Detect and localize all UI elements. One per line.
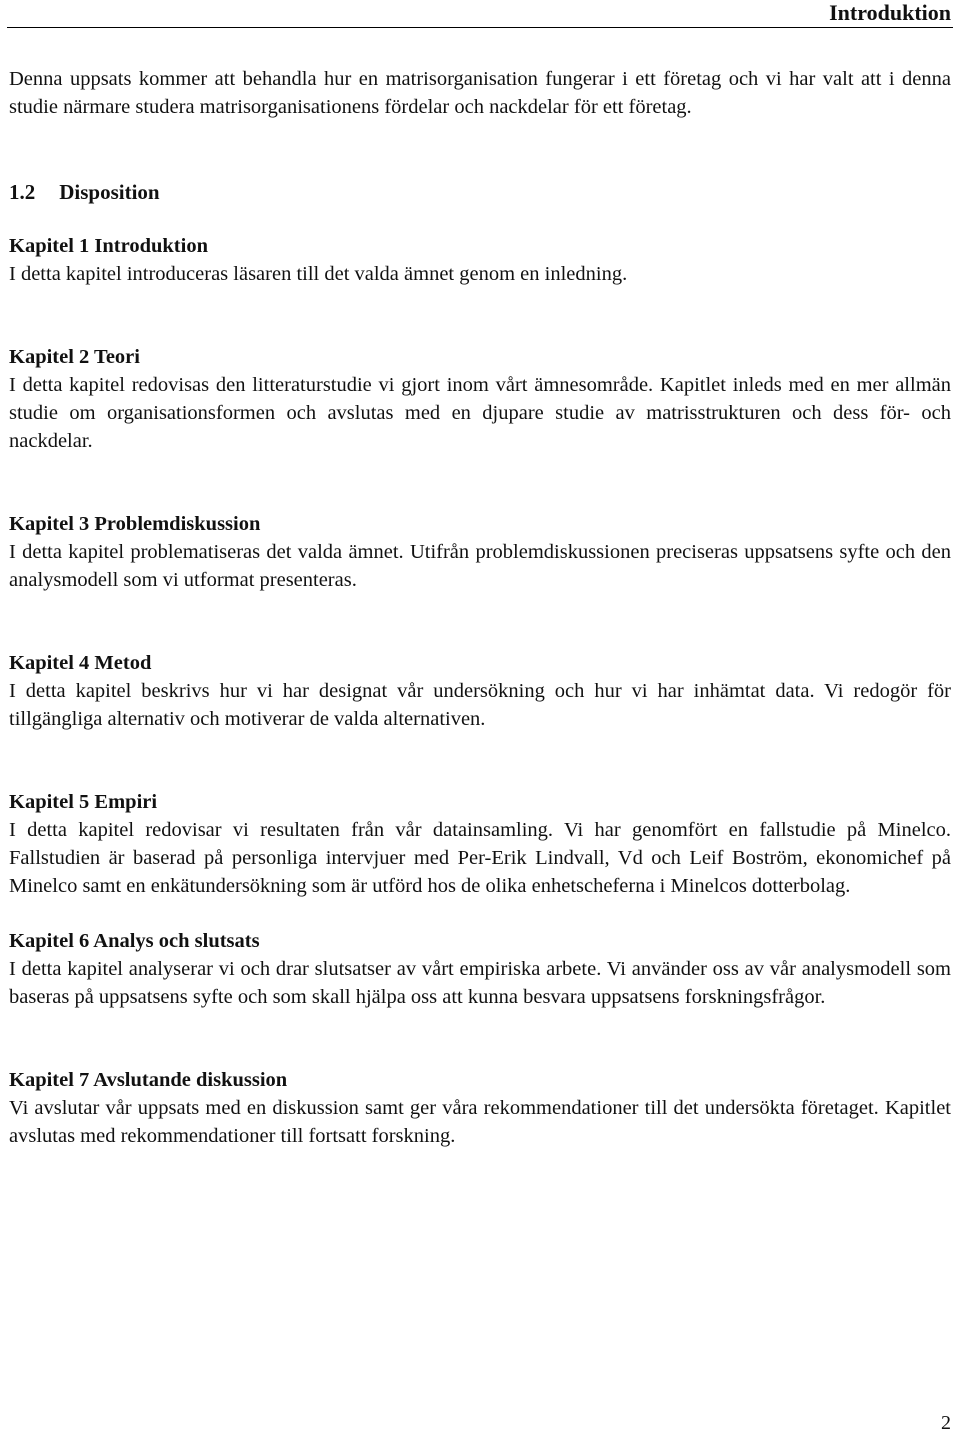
chapter-description: I detta kapitel redovisar vi resultaten från vår datainsamling. Vi har genomfört en fallstudie på Minelco. Fallstudien är baserad på personliga intervjuer med Per-Erik Lindvall, Vd och Leif Boström, ekonomichef på Minelco samt en enkätundersökning som är utförd hos de olika enhetscheferna i Minelcos dotterbolag. xyxy=(9,819,951,897)
chapter-description: I detta kapitel redovisas den litteraturstudie vi gjort inom vårt ämnesområde. Kapitlet inleds med en mer allmän studie om organisationsformen och avslutas med en djupare studie av matrisstrukturen och dess för- och nackdelar. xyxy=(9,374,951,452)
chapter-title: Kapitel 4 Metod xyxy=(9,652,152,674)
section-title: Disposition xyxy=(59,180,160,204)
chapter-description: I detta kapitel introduceras läsaren till det valda ämnet genom en inledning. xyxy=(9,263,628,285)
chapter-4 xyxy=(9,649,951,733)
intro-paragraph: Denna uppsats kommer att behandla hur en matrisorganisation fungerar i ett företag och vi har valt att i denna studie närmare studera matrisorganisationens fördelar och nackdelar för ett företag. xyxy=(9,68,951,118)
running-header-title: Introduktion xyxy=(829,0,951,25)
chapter-title: Kapitel 6 Analys och slutsats xyxy=(9,930,260,952)
running-header xyxy=(0,0,960,30)
chapter-2 xyxy=(9,343,951,455)
chapter-description: Vi avslutar vår uppsats med en diskussion samt ger våra rekommendationer till det undersökta företaget. Kapitlet avslutas med rekommendationer till fortsatt forskning. xyxy=(9,1097,951,1147)
chapter-description: I detta kapitel analyserar vi och drar slutsatser av vårt empiriska arbete. Vi använder oss av vår analysmodell som baseras på uppsatsens syfte och som skall hjälpa oss att kunna besvara uppsatsens forskningsfrågor. xyxy=(9,958,951,1008)
chapter-5 xyxy=(9,788,951,900)
page-number: 2 xyxy=(941,1412,951,1434)
chapter-description: I detta kapitel problematiseras det valda ämnet. Utifrån problemdiskussionen preciseras uppsatsens syfte och den analysmodell som vi utformat presenteras. xyxy=(9,541,951,591)
chapter-title: Kapitel 2 Teori xyxy=(9,346,140,368)
chapter-title: Kapitel 3 Problemdiskussion xyxy=(9,513,261,535)
page-content xyxy=(9,65,951,1150)
chapter-3 xyxy=(9,510,951,594)
chapter-1 xyxy=(9,232,951,288)
chapter-description: I detta kapitel beskrivs hur vi har designat vår undersökning och hur vi har inhämtat data. Vi redogör för tillgängliga alternativ och motiverar de valda alternativen. xyxy=(9,680,951,730)
chapter-6 xyxy=(9,927,951,1011)
section-number: 1.2 xyxy=(9,180,36,204)
chapter-title: Kapitel 5 Empiri xyxy=(9,791,158,813)
chapter-title: Kapitel 7 Avslutande diskussion xyxy=(9,1069,288,1091)
header-rule xyxy=(7,27,953,28)
section-heading xyxy=(9,178,951,206)
chapter-title: Kapitel 1 Introduktion xyxy=(9,235,208,257)
chapter-7 xyxy=(9,1066,951,1150)
